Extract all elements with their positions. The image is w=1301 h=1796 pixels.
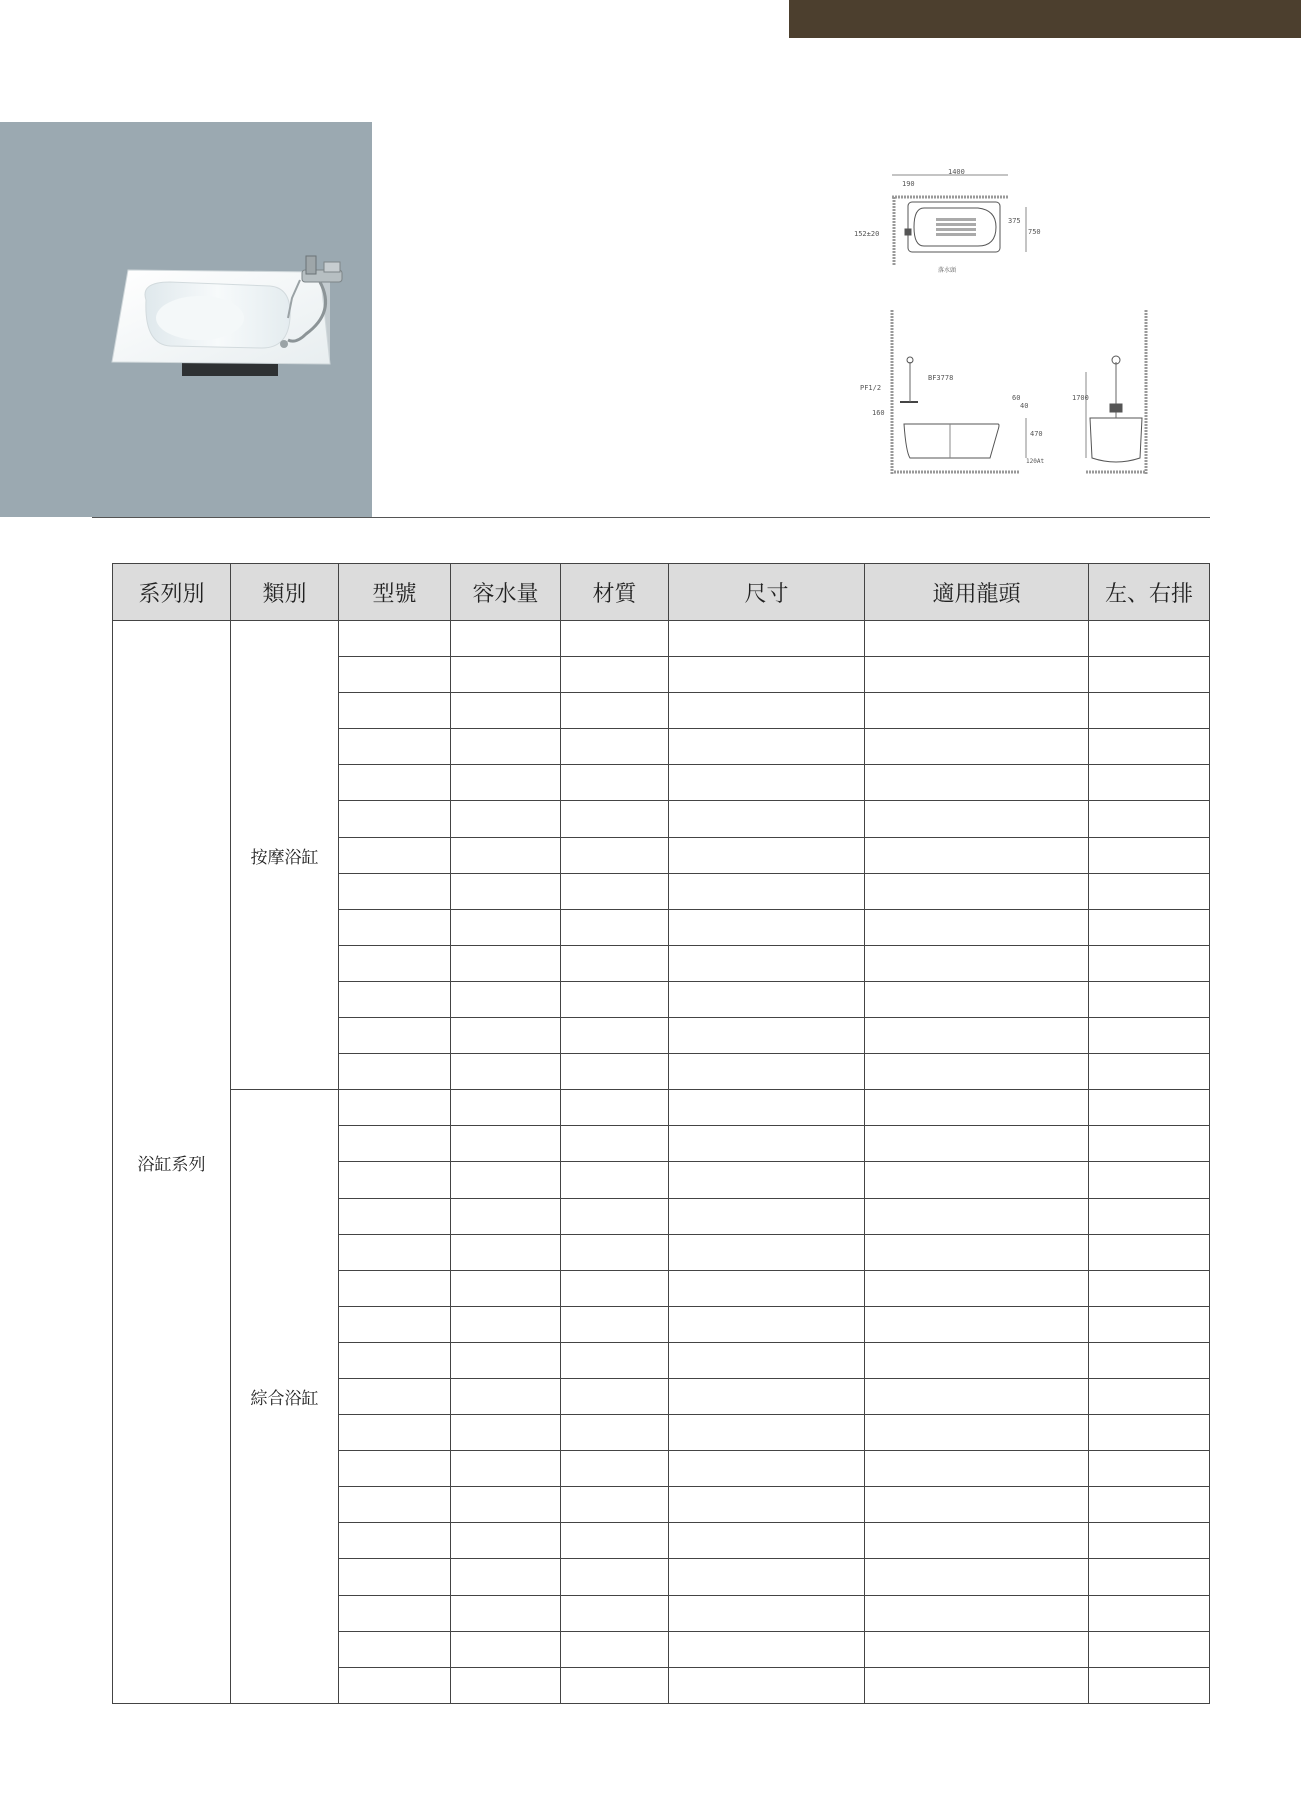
table-cell <box>1089 1631 1210 1667</box>
table-cell <box>561 1018 669 1054</box>
table-cell <box>451 1451 561 1487</box>
table-cell <box>865 1234 1089 1270</box>
table-cell <box>451 1415 561 1451</box>
table-cell <box>669 621 865 657</box>
dim-overall-length: 1400 <box>948 168 965 176</box>
table-cell <box>451 765 561 801</box>
table-cell <box>669 1162 865 1198</box>
series-cell: 浴缸系列 <box>113 621 231 1704</box>
table-cell <box>339 621 451 657</box>
table-cell <box>669 1234 865 1270</box>
table-cell <box>561 1234 669 1270</box>
table-cell <box>865 1018 1089 1054</box>
table-cell <box>451 873 561 909</box>
table-cell <box>1089 729 1210 765</box>
table-cell <box>865 1054 1089 1090</box>
dim-inner-width: 375 <box>1008 217 1021 225</box>
table-cell <box>669 981 865 1017</box>
dim-tub-height: 470 <box>1030 430 1043 438</box>
table-cell <box>1089 837 1210 873</box>
drain-note: 落水頭 <box>938 267 957 274</box>
table-cell <box>451 657 561 693</box>
table-cell <box>339 909 451 945</box>
table-cell <box>1089 1054 1210 1090</box>
dim-faucet-height: 152±20 <box>854 230 880 238</box>
table-cell <box>1089 1487 1210 1523</box>
col-header-drain-side: 左、右排 <box>1089 564 1210 621</box>
section-divider <box>92 517 1210 518</box>
table-cell <box>865 765 1089 801</box>
table-cell <box>669 1378 865 1414</box>
dim-faucet-offset: 160 <box>872 409 885 417</box>
table-cell <box>1089 1126 1210 1162</box>
table-cell <box>561 1378 669 1414</box>
table-cell <box>865 729 1089 765</box>
table-cell <box>339 1378 451 1414</box>
table-cell <box>669 1342 865 1378</box>
table-cell <box>865 1162 1089 1198</box>
table-cell <box>561 1451 669 1487</box>
table-cell <box>669 1523 865 1559</box>
table-cell <box>561 945 669 981</box>
table-cell <box>339 1667 451 1703</box>
table-cell <box>339 1487 451 1523</box>
table-cell <box>1089 1090 1210 1126</box>
table-cell <box>561 1487 669 1523</box>
table-cell <box>1089 1306 1210 1342</box>
product-photo <box>0 122 372 517</box>
table-cell <box>451 945 561 981</box>
col-header-material: 材質 <box>561 564 669 621</box>
table-cell <box>561 1342 669 1378</box>
table-cell <box>865 1415 1089 1451</box>
table-cell <box>561 1198 669 1234</box>
table-cell <box>451 1667 561 1703</box>
table-row <box>113 621 1210 657</box>
table-cell <box>669 909 865 945</box>
table-cell <box>865 1487 1089 1523</box>
table-cell <box>1089 801 1210 837</box>
table-cell <box>339 1270 451 1306</box>
table-cell <box>669 945 865 981</box>
table-cell <box>339 1559 451 1595</box>
table-cell <box>561 1667 669 1703</box>
table-cell <box>865 1198 1089 1234</box>
dim-rim-b: 40 <box>1020 402 1029 410</box>
table-cell <box>865 1306 1089 1342</box>
table-cell <box>339 1595 451 1631</box>
table-cell <box>669 1126 865 1162</box>
table-cell <box>339 657 451 693</box>
table-cell <box>561 1054 669 1090</box>
table-cell <box>561 801 669 837</box>
table-cell <box>865 873 1089 909</box>
table-cell <box>561 1306 669 1342</box>
table-cell <box>561 1631 669 1667</box>
table-cell <box>451 1342 561 1378</box>
table-cell <box>865 1667 1089 1703</box>
table-cell <box>451 1523 561 1559</box>
table-cell <box>1089 1162 1210 1198</box>
table-cell <box>669 1487 865 1523</box>
table-cell <box>451 1306 561 1342</box>
table-cell <box>451 1234 561 1270</box>
table-cell <box>339 1451 451 1487</box>
table-cell <box>561 1523 669 1559</box>
table-cell <box>339 1523 451 1559</box>
table-cell <box>1089 1667 1210 1703</box>
bathtub-spec-table <box>112 563 1210 1704</box>
table-cell <box>561 1090 669 1126</box>
table-cell <box>669 1198 865 1234</box>
table-cell <box>669 1595 865 1631</box>
table-cell <box>451 1270 561 1306</box>
technical-drawings <box>850 162 1170 482</box>
table-cell <box>1089 1234 1210 1270</box>
table-cell <box>1089 981 1210 1017</box>
table-cell <box>451 1126 561 1162</box>
table-header-row <box>113 564 1210 621</box>
table-cell <box>451 1378 561 1414</box>
table-cell <box>561 1270 669 1306</box>
table-cell <box>339 801 451 837</box>
table-cell <box>669 801 865 837</box>
table-cell <box>339 1631 451 1667</box>
table-cell <box>1089 1559 1210 1595</box>
table-cell <box>451 1162 561 1198</box>
table-cell <box>339 1162 451 1198</box>
table-cell <box>669 1559 865 1595</box>
table-cell <box>1089 909 1210 945</box>
table-cell <box>339 1234 451 1270</box>
table-cell <box>451 1090 561 1126</box>
table-cell <box>1089 693 1210 729</box>
table-cell <box>669 873 865 909</box>
table-cell <box>561 1559 669 1595</box>
table-cell <box>669 1631 865 1667</box>
table-cell <box>669 1018 865 1054</box>
table-cell <box>339 1054 451 1090</box>
table-cell <box>669 1270 865 1306</box>
table-row <box>113 1090 1210 1126</box>
table-cell <box>669 1054 865 1090</box>
table-cell <box>339 1198 451 1234</box>
table-cell <box>669 729 865 765</box>
table-cell <box>1089 1270 1210 1306</box>
table-cell <box>865 1631 1089 1667</box>
table-cell <box>339 1415 451 1451</box>
table-cell <box>669 1415 865 1451</box>
table-cell <box>1089 621 1210 657</box>
table-cell <box>561 765 669 801</box>
table-cell <box>451 981 561 1017</box>
table-body <box>113 621 1210 1704</box>
bathtub-illustration <box>0 122 372 517</box>
table-cell <box>865 909 1089 945</box>
table-cell <box>669 765 865 801</box>
table-cell <box>451 1198 561 1234</box>
table-cell <box>865 801 1089 837</box>
table-cell <box>865 1523 1089 1559</box>
table-cell <box>865 657 1089 693</box>
table-cell <box>865 837 1089 873</box>
col-header-category: 類別 <box>231 564 339 621</box>
dim-floor-gap: 120At <box>1026 458 1045 465</box>
table-cell <box>339 1090 451 1126</box>
table-cell <box>451 1018 561 1054</box>
table-cell <box>561 1162 669 1198</box>
table-cell <box>561 693 669 729</box>
faucet-model-label: BF3778 <box>928 374 954 382</box>
dim-shower-height: 1700 <box>1072 394 1089 402</box>
table-cell <box>561 621 669 657</box>
table-cell <box>339 837 451 873</box>
dim-rim-a: 60 <box>1012 394 1021 402</box>
table-cell <box>1089 657 1210 693</box>
table-cell <box>451 909 561 945</box>
table-cell <box>561 909 669 945</box>
table-cell <box>561 1126 669 1162</box>
table-cell <box>669 837 865 873</box>
table-cell <box>1089 1378 1210 1414</box>
table-cell <box>451 1631 561 1667</box>
table-cell <box>561 729 669 765</box>
table-cell <box>451 1054 561 1090</box>
table-cell <box>451 1595 561 1631</box>
table-cell <box>451 1487 561 1523</box>
table-cell <box>865 1451 1089 1487</box>
table-cell <box>865 1126 1089 1162</box>
table-cell <box>339 873 451 909</box>
table-cell <box>865 1595 1089 1631</box>
table-cell <box>339 729 451 765</box>
table-cell <box>865 1270 1089 1306</box>
table-cell <box>339 1342 451 1378</box>
table-cell <box>1089 1523 1210 1559</box>
table-cell <box>451 801 561 837</box>
fitting-label: PF1/2 <box>860 384 882 392</box>
table-cell <box>865 1090 1089 1126</box>
category-cell: 按摩浴缸 <box>231 621 339 1090</box>
table-cell <box>561 1595 669 1631</box>
header-color-band <box>789 0 1301 38</box>
table-cell <box>865 1378 1089 1414</box>
col-header-capacity: 容水量 <box>451 564 561 621</box>
table-cell <box>451 693 561 729</box>
table-cell <box>561 837 669 873</box>
table-cell <box>669 1451 865 1487</box>
table-cell <box>669 1667 865 1703</box>
table-cell <box>339 1018 451 1054</box>
table-cell <box>339 1126 451 1162</box>
table-cell <box>561 657 669 693</box>
table-cell <box>669 657 865 693</box>
table-cell <box>1089 1451 1210 1487</box>
table-cell <box>451 837 561 873</box>
table-cell <box>1089 1415 1210 1451</box>
table-cell <box>669 693 865 729</box>
table-cell <box>1089 765 1210 801</box>
dim-overall-width: 750 <box>1028 228 1041 236</box>
table-cell <box>669 1090 865 1126</box>
table-cell <box>1089 1198 1210 1234</box>
table-cell <box>339 945 451 981</box>
table-cell <box>339 1306 451 1342</box>
table-cell <box>339 981 451 1017</box>
table-cell <box>1089 1018 1210 1054</box>
table-cell <box>561 873 669 909</box>
table-cell <box>561 1415 669 1451</box>
table-cell <box>865 1559 1089 1595</box>
table-cell <box>865 1342 1089 1378</box>
col-header-dimensions: 尺寸 <box>669 564 865 621</box>
dim-head-offset: 190 <box>902 180 915 188</box>
table-cell <box>339 693 451 729</box>
table-cell <box>1089 1342 1210 1378</box>
table-cell <box>1089 945 1210 981</box>
col-header-model: 型號 <box>339 564 451 621</box>
table-cell <box>451 621 561 657</box>
table-cell <box>865 945 1089 981</box>
table-cell <box>561 981 669 1017</box>
table-cell <box>865 693 1089 729</box>
table-cell <box>339 765 451 801</box>
table-cell <box>451 1559 561 1595</box>
table-cell <box>865 981 1089 1017</box>
table-cell <box>451 729 561 765</box>
table-cell <box>1089 1595 1210 1631</box>
table-cell <box>669 1306 865 1342</box>
col-header-faucet: 適用龍頭 <box>865 564 1089 621</box>
col-header-series: 系列別 <box>113 564 231 621</box>
table-cell <box>1089 873 1210 909</box>
category-cell: 綜合浴缸 <box>231 1090 339 1704</box>
table-cell <box>865 621 1089 657</box>
